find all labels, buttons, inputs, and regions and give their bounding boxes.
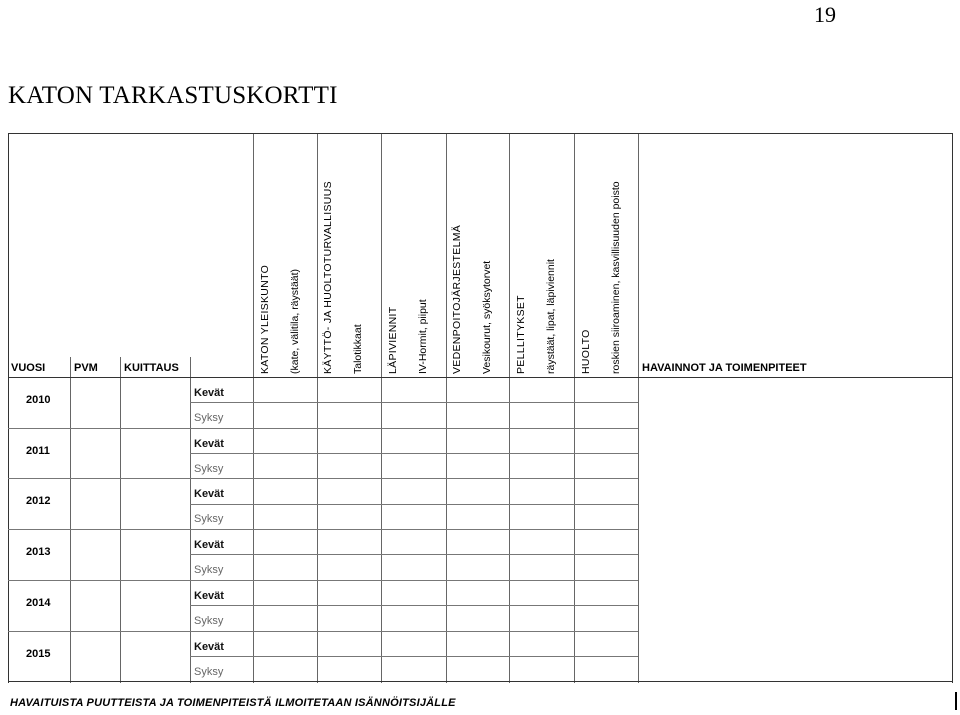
autumn-label: Syksy xyxy=(194,564,224,577)
check-column-detail: Talotikkaat xyxy=(352,324,364,374)
check-column-title: KÄYTTÖ- JA HUOLTOTURVALLISUUS xyxy=(322,181,334,374)
header-date: PVM xyxy=(74,362,98,374)
grid-season-line xyxy=(190,605,638,606)
check-column-detail: (kate, välitila, räystäät) xyxy=(289,268,301,374)
autumn-label: Syksy xyxy=(194,614,224,627)
check-column-title: PELLLITYKSET xyxy=(515,295,527,374)
grid-season-line xyxy=(190,656,638,657)
year-label: 2014 xyxy=(26,596,51,609)
grid-vline xyxy=(190,357,191,683)
grid-row-line xyxy=(8,631,638,632)
spring-label: Kevät xyxy=(194,387,224,399)
header-signoff: KUITTAUS xyxy=(124,362,179,374)
year-label: 2012 xyxy=(26,495,51,508)
page-title: KATON TARKASTUSKORTTI xyxy=(8,82,338,109)
grid-season-line xyxy=(190,402,638,403)
year-label: 2015 xyxy=(26,647,51,660)
check-column-detail: räystäät, lipat, läpiviennit xyxy=(545,259,557,374)
autumn-label: Syksy xyxy=(194,665,224,678)
header-notes: HAVAINNOT JA TOIMENPITEET xyxy=(642,362,807,374)
grid-row-line xyxy=(8,478,638,479)
spring-label: Kevät xyxy=(194,589,224,602)
grid-vline xyxy=(952,133,953,683)
grid-vline xyxy=(638,133,639,683)
edge-mark xyxy=(955,692,957,710)
grid-vline xyxy=(317,133,318,683)
header-year: VUOSI xyxy=(11,362,46,374)
grid-vline xyxy=(509,133,510,683)
grid-header-line xyxy=(8,377,953,378)
spring-label: Kevät xyxy=(194,539,224,552)
year-label: 2010 xyxy=(26,394,51,406)
year-label: 2011 xyxy=(26,444,50,457)
autumn-label: Syksy xyxy=(194,462,224,475)
spring-label: Kevät xyxy=(194,640,224,653)
grid-season-line xyxy=(190,453,638,454)
spring-label: Kevät xyxy=(194,437,224,450)
check-column-detail: roskien siiroaminen, kasvillisuuden poisto xyxy=(610,181,622,374)
grid-season-line xyxy=(190,554,638,555)
grid-vline xyxy=(253,133,254,683)
grid-vline xyxy=(574,133,575,683)
check-column-title: LÄPIVIENNIT xyxy=(387,306,399,374)
check-column-detail: IV-Hormit, piiput xyxy=(417,299,429,374)
check-column-title: HUOLTO xyxy=(580,329,592,374)
grid-vline xyxy=(8,133,9,683)
grid-vline xyxy=(381,133,382,683)
check-column-title: VEDENPOITOJÄRJESTELMÄ xyxy=(451,224,463,374)
spring-label: Kevät xyxy=(194,488,224,501)
year-label: 2013 xyxy=(26,546,51,559)
grid-row-line xyxy=(8,529,638,530)
grid-row-line xyxy=(8,681,953,682)
grid-vline xyxy=(120,357,121,683)
check-column-title: KATON YLEISKUNTO xyxy=(259,264,271,374)
check-column-detail: Vesikourut, syöksytorvet xyxy=(481,260,493,374)
autumn-label: Syksy xyxy=(194,412,224,424)
grid-vline xyxy=(446,133,447,683)
page-number: 19 xyxy=(814,2,836,27)
footer-note: HAVAITUISTA PUUTTEISTA JA TOIMENPITEISTÄ ILMOITETAAN ISÄNNÖITSIJÄLLE xyxy=(10,697,456,709)
grid-vline xyxy=(70,357,71,683)
grid-top-border xyxy=(8,133,953,134)
autumn-label: Syksy xyxy=(194,513,224,526)
grid-season-line xyxy=(190,504,638,505)
grid-row-line xyxy=(8,580,638,581)
grid-row-line xyxy=(8,428,638,429)
